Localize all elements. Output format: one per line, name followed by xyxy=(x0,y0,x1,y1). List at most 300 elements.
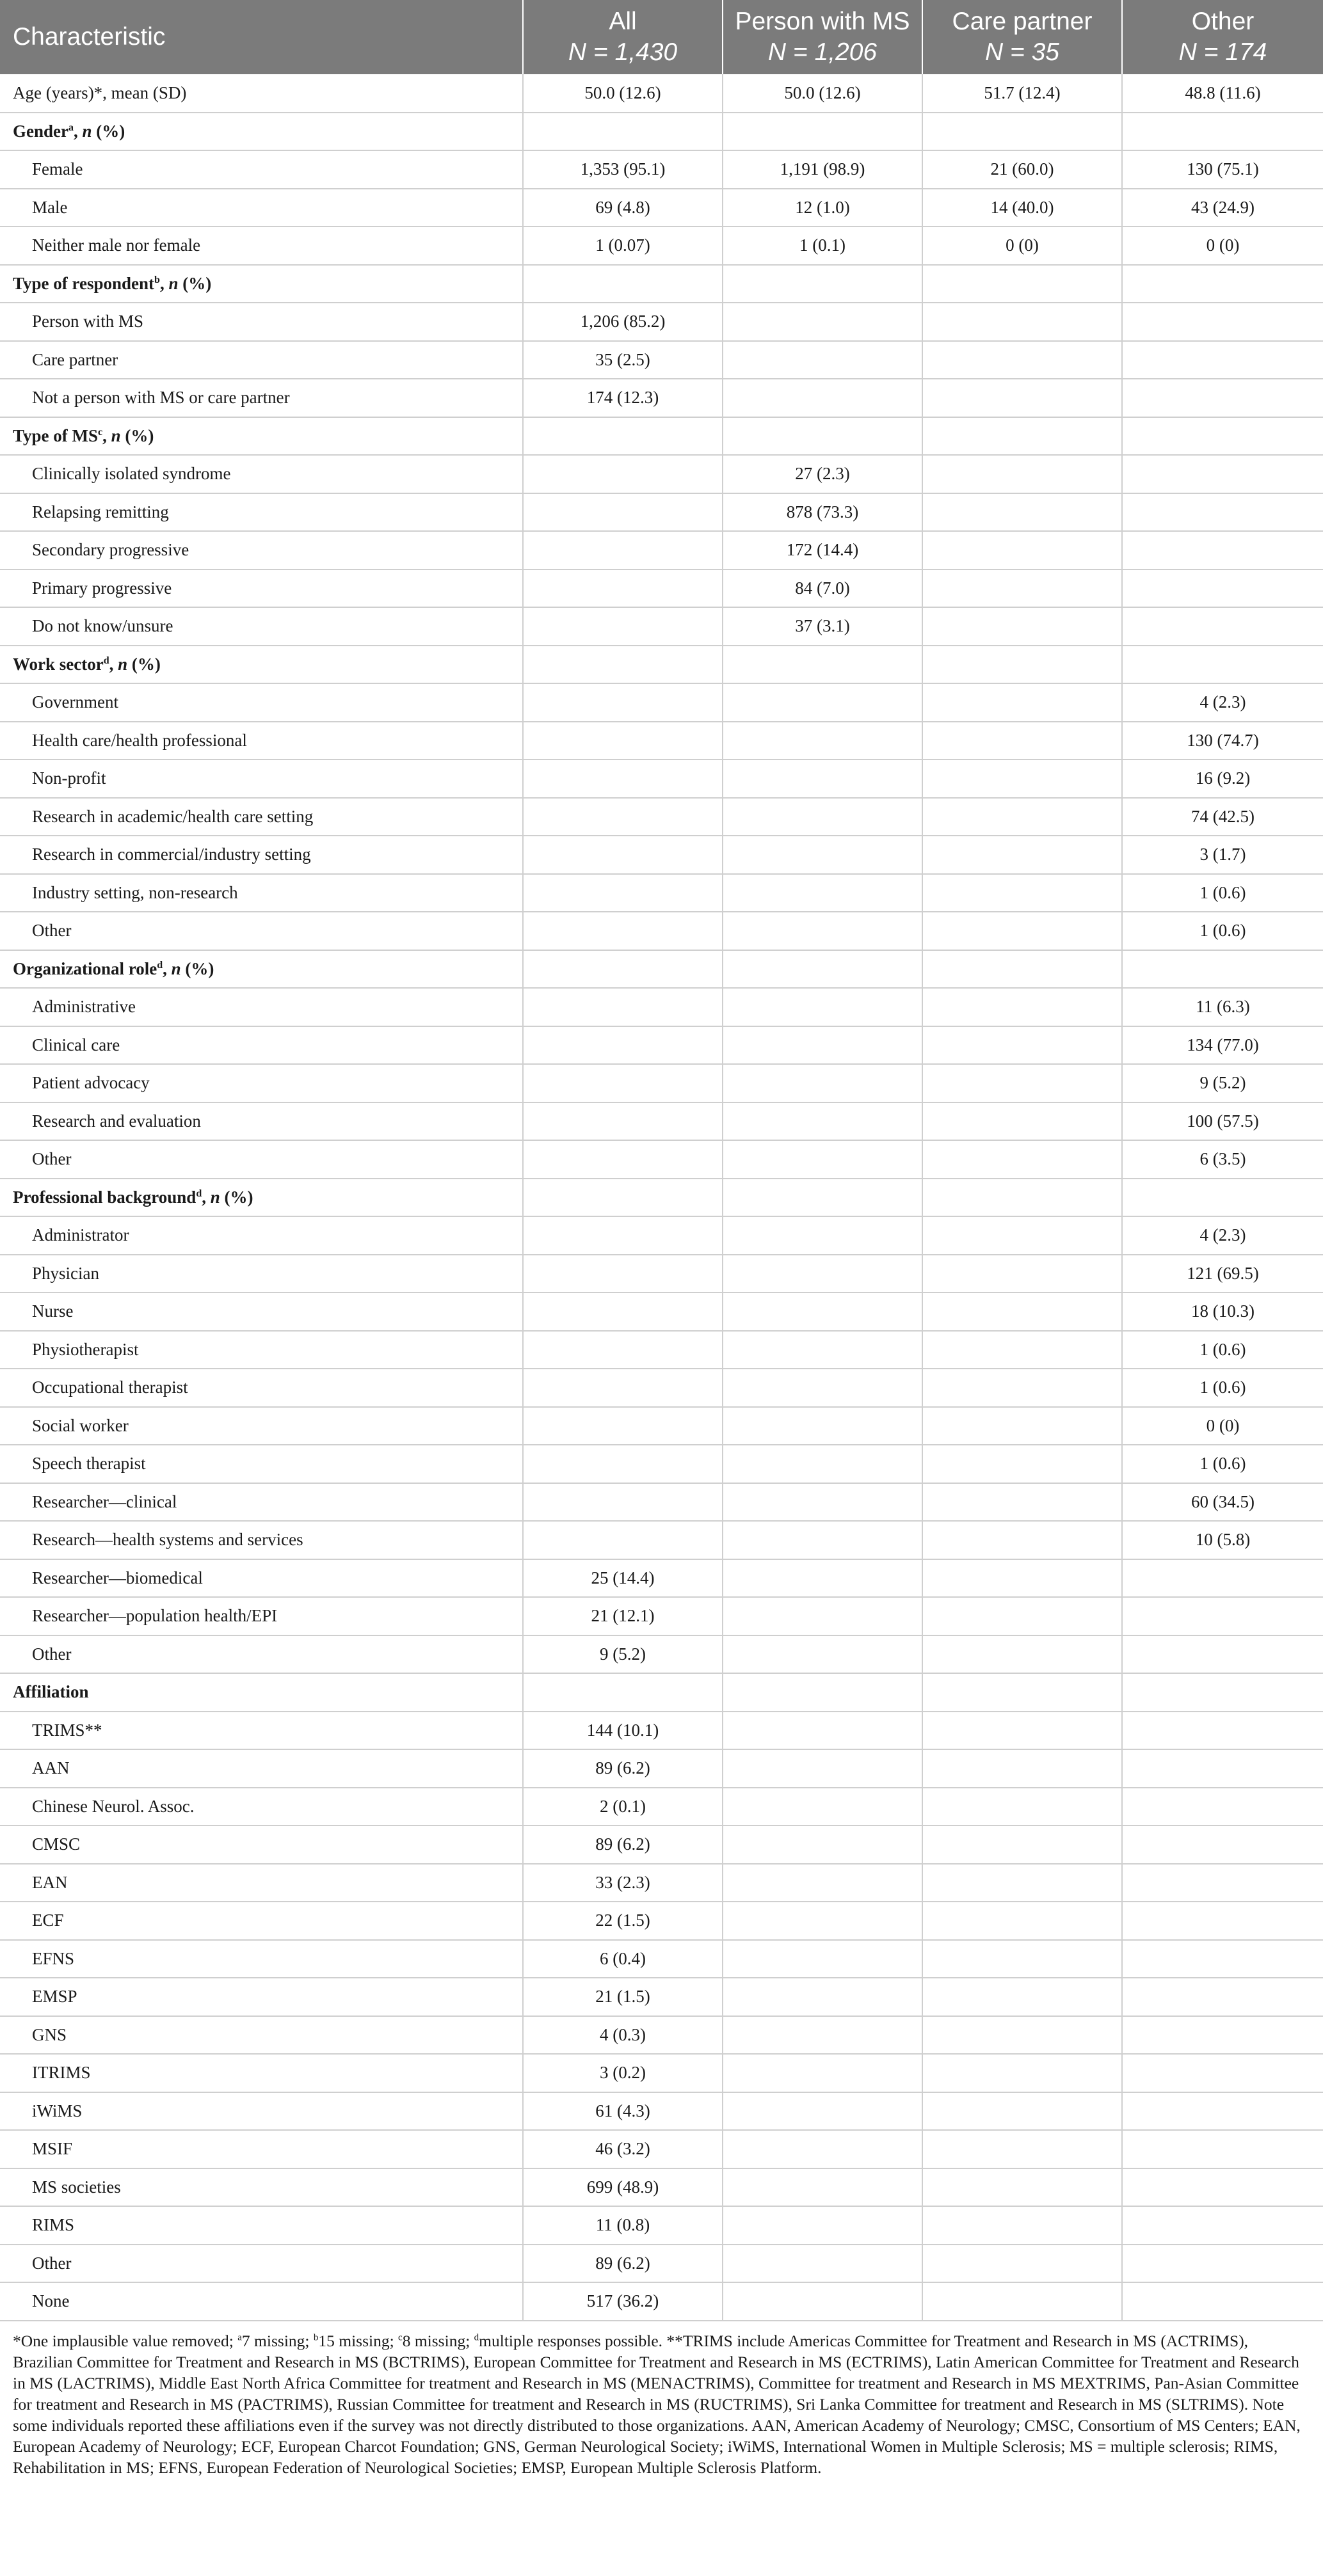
cell-care-partner: 14 (40.0) xyxy=(922,189,1122,227)
cell-other: 130 (74.7) xyxy=(1122,722,1323,760)
row-label: TRIMS** xyxy=(0,1712,523,1750)
cell-all: 46 (3.2) xyxy=(523,2130,723,2168)
row-label: Female xyxy=(0,150,523,189)
cell-all: 1 (0.07) xyxy=(523,227,723,265)
cell-care-partner xyxy=(922,2092,1122,2131)
cell-care-partner xyxy=(922,1749,1122,1788)
table-row xyxy=(0,189,1323,227)
cell-other: 3 (1.7) xyxy=(1122,836,1323,874)
cell-person-with-ms xyxy=(723,722,922,760)
cell-other xyxy=(1122,2054,1323,2092)
table-row xyxy=(0,2016,1323,2055)
footnote-sup-d: d xyxy=(474,2332,479,2342)
section-cell-care-partner xyxy=(922,113,1122,151)
cell-other: 121 (69.5) xyxy=(1122,1255,1323,1293)
cell-other: 16 (9.2) xyxy=(1122,759,1323,798)
table-row xyxy=(0,1026,1323,1065)
cell-care-partner xyxy=(922,798,1122,836)
cell-other xyxy=(1122,2245,1323,2283)
cell-other: 10 (5.8) xyxy=(1122,1521,1323,1559)
section-cell-all xyxy=(523,1179,723,1217)
table-row xyxy=(0,1635,1323,1674)
footnote-sup-a: a xyxy=(237,2332,242,2342)
cell-all: 4 (0.3) xyxy=(523,2016,723,2055)
cell-all: 6 (0.4) xyxy=(523,1940,723,1978)
cell-person-with-ms: 172 (14.4) xyxy=(723,531,922,569)
cell-other xyxy=(1122,2016,1323,2055)
cell-care-partner xyxy=(922,379,1122,417)
cell-all xyxy=(523,1216,723,1255)
header-ms-n-text: N = 1,206 xyxy=(767,38,878,66)
table-row xyxy=(0,1521,1323,1559)
cell-all xyxy=(523,988,723,1026)
section-cell-care-partner xyxy=(922,417,1122,456)
section-cell-person-with-ms xyxy=(723,950,922,989)
cell-all: 11 (0.8) xyxy=(523,2206,723,2245)
section-title: Organizational role xyxy=(13,958,157,978)
cell-other xyxy=(1122,1559,1323,1598)
cell-person-with-ms xyxy=(723,912,922,950)
section-cell-care-partner xyxy=(922,265,1122,303)
cell-all: 1,206 (85.2) xyxy=(523,303,723,341)
cell-care-partner xyxy=(922,303,1122,341)
cell-person-with-ms: 1 (0.1) xyxy=(723,227,922,265)
section-suffix: , n (%) xyxy=(102,425,154,445)
cell-other: 0 (0) xyxy=(1122,227,1323,265)
cell-other xyxy=(1122,607,1323,646)
table-row xyxy=(0,1102,1323,1141)
row-label: Neither male nor female xyxy=(0,227,523,265)
cell-all xyxy=(523,1521,723,1559)
cell-person-with-ms xyxy=(723,1940,922,1978)
cell-care-partner xyxy=(922,493,1122,532)
cell-other xyxy=(1122,1940,1323,1978)
cell-person-with-ms xyxy=(723,1026,922,1065)
table-row xyxy=(0,2130,1323,2168)
section-title: Work sector xyxy=(13,654,104,674)
cell-other xyxy=(1122,1978,1323,2016)
row-label: RIMS xyxy=(0,2206,523,2245)
cell-person-with-ms xyxy=(723,874,922,912)
cell-care-partner xyxy=(922,1216,1122,1255)
cell-all xyxy=(523,531,723,569)
cell-person-with-ms xyxy=(723,1635,922,1674)
cell-care-partner xyxy=(922,1712,1122,1750)
cell-other xyxy=(1122,1749,1323,1788)
cell-other xyxy=(1122,493,1323,532)
table-row xyxy=(0,1369,1323,1407)
cell-care-partner xyxy=(922,1331,1122,1369)
cell-person-with-ms xyxy=(723,1255,922,1293)
section-cell-other xyxy=(1122,265,1323,303)
cell-care-partner xyxy=(922,1940,1122,1978)
footnote-sup-c: c xyxy=(398,2332,403,2342)
cell-other xyxy=(1122,2130,1323,2168)
cell-person-with-ms xyxy=(723,2092,922,2131)
cell-care-partner xyxy=(922,759,1122,798)
row-label: MSIF xyxy=(0,2130,523,2168)
section-cell-other xyxy=(1122,417,1323,456)
table-row xyxy=(0,1445,1323,1483)
section-footnote-marker: d xyxy=(196,1188,202,1199)
section-cell-care-partner xyxy=(922,950,1122,989)
cell-person-with-ms: 878 (73.3) xyxy=(723,493,922,532)
cell-all: 89 (6.2) xyxy=(523,1749,723,1788)
cell-all xyxy=(523,1064,723,1102)
cell-person-with-ms xyxy=(723,1331,922,1369)
row-label: Relapsing remitting xyxy=(0,493,523,532)
cell-other: 130 (75.1) xyxy=(1122,150,1323,189)
section-row xyxy=(0,113,1323,151)
section-footnote-marker: a xyxy=(68,122,74,133)
cell-other xyxy=(1122,531,1323,569)
cell-all: 144 (10.1) xyxy=(523,1712,723,1750)
cell-person-with-ms: 84 (7.0) xyxy=(723,569,922,608)
table-row xyxy=(0,455,1323,493)
header-other-label: Other xyxy=(1191,8,1255,35)
cell-care-partner xyxy=(922,2054,1122,2092)
cell-person-with-ms xyxy=(723,1825,922,1864)
cell-person-with-ms xyxy=(723,2245,922,2283)
cell-all: 89 (6.2) xyxy=(523,1825,723,1864)
cell-other: 4 (2.3) xyxy=(1122,683,1323,722)
table-row xyxy=(0,379,1323,417)
section-title: Type of respondent xyxy=(13,273,155,293)
cell-person-with-ms xyxy=(723,341,922,379)
row-label: Other xyxy=(0,912,523,950)
table-row xyxy=(0,988,1323,1026)
table-row xyxy=(0,569,1323,608)
cell-person-with-ms xyxy=(723,2054,922,2092)
table-row xyxy=(0,2282,1323,2321)
section-cell-all xyxy=(523,950,723,989)
row-label: MS societies xyxy=(0,2168,523,2207)
cell-all xyxy=(523,1026,723,1065)
row-label: Social worker xyxy=(0,1407,523,1445)
cell-person-with-ms xyxy=(723,1978,922,2016)
cell-all xyxy=(523,1483,723,1522)
row-label: Industry setting, non-research xyxy=(0,874,523,912)
cell-person-with-ms: 12 (1.0) xyxy=(723,189,922,227)
cell-other xyxy=(1122,1597,1323,1635)
footnote-sup-b: b xyxy=(313,2332,319,2342)
cell-person-with-ms xyxy=(723,2206,922,2245)
cell-care-partner xyxy=(922,2282,1122,2321)
section-title: Gender xyxy=(13,121,68,141)
section-cell-care-partner xyxy=(922,646,1122,684)
row-label: Researcher—clinical xyxy=(0,1483,523,1522)
cell-all xyxy=(523,759,723,798)
cell-all xyxy=(523,455,723,493)
cell-all: 25 (14.4) xyxy=(523,1559,723,1598)
section-cell-person-with-ms xyxy=(723,1179,922,1217)
cell-other: 1 (0.6) xyxy=(1122,874,1323,912)
section-cell-all xyxy=(523,417,723,456)
cell-other: 9 (5.2) xyxy=(1122,1064,1323,1102)
section-suffix: , n (%) xyxy=(202,1187,253,1207)
header-care-partner xyxy=(922,0,1122,74)
cell-person-with-ms xyxy=(723,1407,922,1445)
table-row xyxy=(0,2092,1323,2131)
section-footnote-marker: b xyxy=(154,274,160,285)
table-row xyxy=(0,1483,1323,1522)
section-row xyxy=(0,1179,1323,1217)
cell-other xyxy=(1122,2092,1323,2131)
cell-person-with-ms: 50.0 (12.6) xyxy=(723,74,922,113)
table-row xyxy=(0,1788,1323,1826)
header-all-label: All xyxy=(609,8,637,35)
cell-person-with-ms xyxy=(723,1445,922,1483)
section-cell-other xyxy=(1122,950,1323,989)
cell-all: 2 (0.1) xyxy=(523,1788,723,1826)
section-cell-all xyxy=(523,1673,723,1712)
cell-person-with-ms xyxy=(723,1369,922,1407)
cell-all xyxy=(523,1255,723,1293)
cell-all xyxy=(523,1331,723,1369)
table-row xyxy=(0,1749,1323,1788)
section-cell-all xyxy=(523,113,723,151)
cell-care-partner xyxy=(922,722,1122,760)
table-row xyxy=(0,1940,1323,1978)
cell-care-partner xyxy=(922,1064,1122,1102)
section-label xyxy=(0,1673,523,1712)
cell-person-with-ms xyxy=(723,836,922,874)
section-cell-other xyxy=(1122,646,1323,684)
cell-care-partner xyxy=(922,1597,1122,1635)
cell-care-partner: 51.7 (12.4) xyxy=(922,74,1122,113)
table-header xyxy=(0,0,1323,74)
cell-person-with-ms xyxy=(723,379,922,417)
table-row xyxy=(0,1559,1323,1598)
footnote-lead: *One implausible value removed; xyxy=(13,2331,238,2350)
header-characteristic-label: Characteristic xyxy=(13,23,166,51)
row-label: Do not know/unsure xyxy=(0,607,523,646)
row-label: Speech therapist xyxy=(0,1445,523,1483)
table-row xyxy=(0,341,1323,379)
header-person-with-ms xyxy=(723,0,922,74)
section-label xyxy=(0,646,523,684)
cell-other: 4 (2.3) xyxy=(1122,1216,1323,1255)
row-label: AAN xyxy=(0,1749,523,1788)
table-row xyxy=(0,683,1323,722)
row-label: Physician xyxy=(0,1255,523,1293)
row-label: iWiMS xyxy=(0,2092,523,2131)
row-label: ECF xyxy=(0,1902,523,1940)
cell-other xyxy=(1122,569,1323,608)
row-label: Researcher—biomedical xyxy=(0,1559,523,1598)
cell-person-with-ms xyxy=(723,2282,922,2321)
cell-all xyxy=(523,874,723,912)
header-all-n xyxy=(524,37,722,68)
row-label: Patient advocacy xyxy=(0,1064,523,1102)
table-row xyxy=(0,759,1323,798)
cell-care-partner: 21 (60.0) xyxy=(922,150,1122,189)
cell-person-with-ms xyxy=(723,1483,922,1522)
header-all-n-text: N = 1,430 xyxy=(568,38,678,66)
cell-all: 699 (48.9) xyxy=(523,2168,723,2207)
section-cell-person-with-ms xyxy=(723,113,922,151)
cell-other: 48.8 (11.6) xyxy=(1122,74,1323,113)
table-row xyxy=(0,2054,1323,2092)
cell-all xyxy=(523,493,723,532)
cell-all xyxy=(523,836,723,874)
row-label: Chinese Neurol. Assoc. xyxy=(0,1788,523,1826)
cell-other: 1 (0.6) xyxy=(1122,1369,1323,1407)
header-care-label: Care partner xyxy=(952,8,1093,35)
header-care-n-text: N = 35 xyxy=(985,38,1059,66)
cell-other: 134 (77.0) xyxy=(1122,1026,1323,1065)
table-row xyxy=(0,150,1323,189)
cell-care-partner xyxy=(922,1825,1122,1864)
row-label: EFNS xyxy=(0,1940,523,1978)
table-row xyxy=(0,1978,1323,2016)
table-row xyxy=(0,912,1323,950)
cell-care-partner xyxy=(922,1978,1122,2016)
cell-care-partner xyxy=(922,1864,1122,1902)
header-ms-label: Person with MS xyxy=(735,8,910,35)
cell-person-with-ms xyxy=(723,1864,922,1902)
cell-care-partner xyxy=(922,1102,1122,1141)
table-row xyxy=(0,874,1323,912)
section-cell-other xyxy=(1122,1179,1323,1217)
row-label: Occupational therapist xyxy=(0,1369,523,1407)
row-label: Physiotherapist xyxy=(0,1331,523,1369)
section-footnote-marker: c xyxy=(98,426,103,438)
cell-other: 0 (0) xyxy=(1122,1407,1323,1445)
cell-all xyxy=(523,607,723,646)
cell-care-partner xyxy=(922,1026,1122,1065)
cell-other xyxy=(1122,1902,1323,1940)
table-row xyxy=(0,1064,1323,1102)
cell-person-with-ms xyxy=(723,303,922,341)
cell-care-partner xyxy=(922,341,1122,379)
section-title: Professional background xyxy=(13,1187,196,1207)
table-footnote xyxy=(0,2321,1323,2478)
header-row xyxy=(0,0,1323,74)
row-label: Non-profit xyxy=(0,759,523,798)
table-row xyxy=(0,1864,1323,1902)
header-care-n xyxy=(923,37,1121,68)
cell-other xyxy=(1122,2168,1323,2207)
cell-care-partner xyxy=(922,836,1122,874)
cell-all: 35 (2.5) xyxy=(523,341,723,379)
row-label: Government xyxy=(0,683,523,722)
cell-all xyxy=(523,1369,723,1407)
cell-all: 89 (6.2) xyxy=(523,2245,723,2283)
section-cell-person-with-ms xyxy=(723,1673,922,1712)
cell-all xyxy=(523,722,723,760)
section-row xyxy=(0,646,1323,684)
section-row xyxy=(0,1673,1323,1712)
cell-other: 74 (42.5) xyxy=(1122,798,1323,836)
section-suffix: , n (%) xyxy=(74,121,125,141)
row-label: Research in commercial/industry setting xyxy=(0,836,523,874)
row-label: EMSP xyxy=(0,1978,523,2016)
section-label xyxy=(0,417,523,456)
cell-other xyxy=(1122,303,1323,341)
table-row xyxy=(0,2245,1323,2283)
section-cell-other xyxy=(1122,1673,1323,1712)
row-label: Other xyxy=(0,2245,523,2283)
cell-person-with-ms xyxy=(723,988,922,1026)
cell-all: 61 (4.3) xyxy=(523,2092,723,2131)
table-row xyxy=(0,1597,1323,1635)
cell-person-with-ms xyxy=(723,1216,922,1255)
footnote-d-text: multiple responses possible. **TRIMS include Americas Committee for Treatment and Research in MS (ACTRIMS), Brazilian Committee for Treatment and Research in MS (BCTRIMS), European Committee for Treatment and Research in MS (ECTRIMS), Latin American Committee for Treatment and Research in MS (LACTRIMS), Middle East North Africa Committee for treatment and Research in MS (MENACTRIMS), Committee for treatment and Research in MS MEXTRIMS, Pan-Asian Committee for treatment and Research in MS (PACTRIMS), Russian Committee for treatment and Research in MS (RUCTRIMS), Sri Lanka Committee for treatment and Research in MS (SLTRIMS). Note some individuals reported these affiliations even if the survey was not directly distributed to those organizations. AAN, American Academy of Neurology; CMSC, Consortium of MS Centers; EAN, European Academy of Neurology; ECF, European Charcot Foundation; GNS, German Neurological Society; iWiMS, International Women in Multiple Sclerosis; MS = multiple sclerosis; RIMS, Rehabilitation in MS; EFNS, European Federation of Neurological Societies; EMSP, European Multiple Sclerosis Platform. xyxy=(13,2331,1301,2477)
cell-other xyxy=(1122,1635,1323,1674)
cell-person-with-ms xyxy=(723,1292,922,1331)
cell-person-with-ms xyxy=(723,1712,922,1750)
row-label: Primary progressive xyxy=(0,569,523,608)
row-label: Secondary progressive xyxy=(0,531,523,569)
section-label xyxy=(0,1179,523,1217)
cell-other: 11 (6.3) xyxy=(1122,988,1323,1026)
section-cell-person-with-ms xyxy=(723,265,922,303)
table-row xyxy=(0,798,1323,836)
cell-care-partner: 0 (0) xyxy=(922,227,1122,265)
table-row xyxy=(0,722,1323,760)
cell-care-partner xyxy=(922,2206,1122,2245)
cell-all: 33 (2.3) xyxy=(523,1864,723,1902)
cell-care-partner xyxy=(922,1140,1122,1179)
cell-all: 21 (1.5) xyxy=(523,1978,723,2016)
cell-person-with-ms xyxy=(723,2168,922,2207)
cell-other xyxy=(1122,341,1323,379)
cell-person-with-ms: 27 (2.3) xyxy=(723,455,922,493)
row-label: Research—health systems and services xyxy=(0,1521,523,1559)
row-label: Age (years)*, mean (SD) xyxy=(0,74,523,113)
cell-all: 9 (5.2) xyxy=(523,1635,723,1674)
section-footnote-marker: d xyxy=(103,655,109,666)
table-row xyxy=(0,1902,1323,1940)
cell-all: 3 (0.2) xyxy=(523,2054,723,2092)
row-label: Research in academic/health care setting xyxy=(0,798,523,836)
row-label: Other xyxy=(0,1635,523,1674)
row-label: Administrator xyxy=(0,1216,523,1255)
cell-care-partner xyxy=(922,1788,1122,1826)
table-row xyxy=(0,303,1323,341)
cell-person-with-ms xyxy=(723,1902,922,1940)
table-row xyxy=(0,227,1323,265)
cell-care-partner xyxy=(922,455,1122,493)
row-label: Nurse xyxy=(0,1292,523,1331)
cell-other: 1 (0.6) xyxy=(1122,1445,1323,1483)
cell-person-with-ms xyxy=(723,1559,922,1598)
table-row xyxy=(0,1331,1323,1369)
table-row xyxy=(0,1255,1323,1293)
row-label: Administrative xyxy=(0,988,523,1026)
cell-all xyxy=(523,798,723,836)
section-cell-all xyxy=(523,646,723,684)
section-row xyxy=(0,950,1323,989)
row-label: Not a person with MS or care partner xyxy=(0,379,523,417)
cell-person-with-ms xyxy=(723,2130,922,2168)
cell-all: 174 (12.3) xyxy=(523,379,723,417)
header-other-n-text: N = 174 xyxy=(1178,38,1267,66)
section-label xyxy=(0,265,523,303)
cell-care-partner xyxy=(922,2130,1122,2168)
row-label: None xyxy=(0,2282,523,2321)
cell-person-with-ms xyxy=(723,1140,922,1179)
cell-care-partner xyxy=(922,874,1122,912)
cell-person-with-ms xyxy=(723,798,922,836)
cell-person-with-ms xyxy=(723,1102,922,1141)
cell-other xyxy=(1122,1864,1323,1902)
cell-person-with-ms xyxy=(723,1597,922,1635)
section-cell-care-partner xyxy=(922,1179,1122,1217)
cell-all xyxy=(523,569,723,608)
cell-care-partner xyxy=(922,2016,1122,2055)
